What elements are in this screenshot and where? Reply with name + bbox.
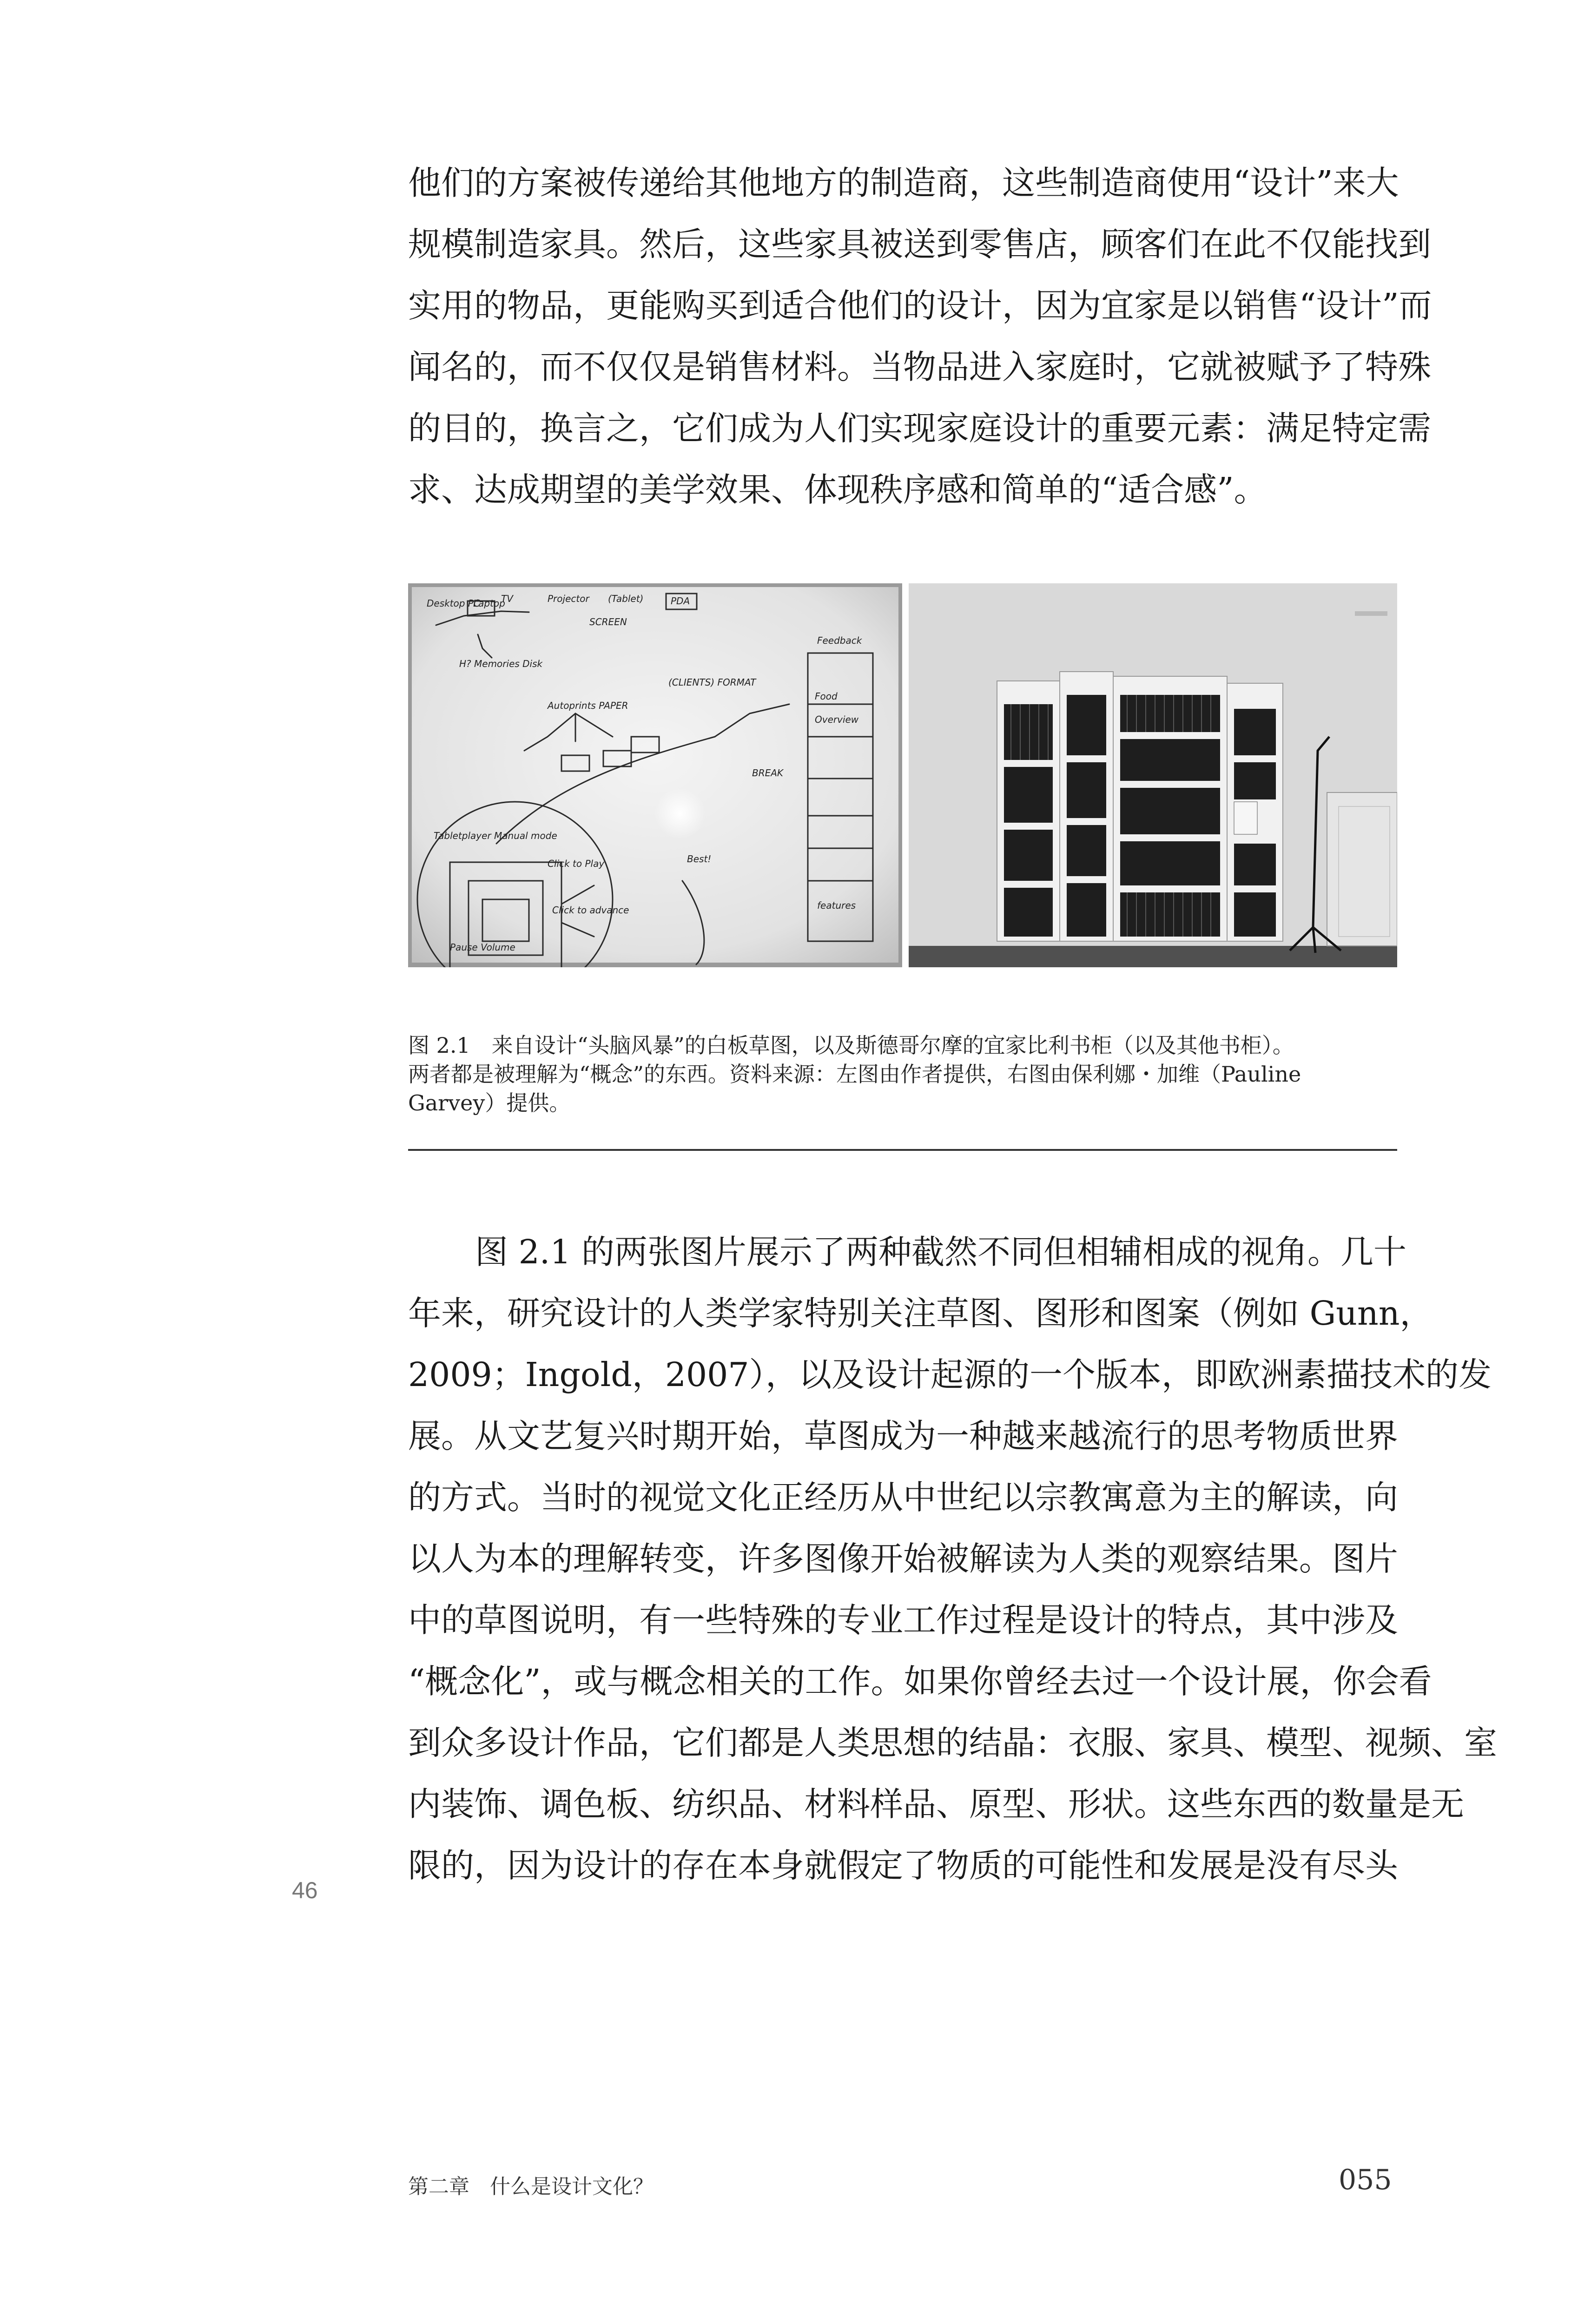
text-line: 到众多设计作品，它们都是人类思想的结晶：衣服、家具、模型、视频、室 [408,1723,1498,1762]
wb-best: Best! [687,853,712,865]
wb-pause: Pause Volume [450,942,515,953]
wb-pda: PDA [671,595,690,607]
figure-2-1 [408,583,1397,967]
wb-food: Food [815,691,838,702]
caption-line: Garvey）提供。 [408,1090,571,1116]
figure-caption [408,1031,1397,1117]
text-line: 年来，研究设计的人类学家特别关注草图、图形和图案（例如 Gunn， [408,1294,1433,1333]
wb-click-advance: Click to advance [552,905,629,916]
wb-hp: H? Memories Disk [459,658,543,669]
text-line: 求、达成期望的美学效果、体现秩序感和简单的“适合感”。 [408,470,1267,509]
text-line: 图 2.1 的两张图片展示了两种截然不同但相辅相成的视角。几十 [475,1233,1407,1271]
wb-overview: Overview [815,714,859,725]
body-paragraph [408,1221,1498,1896]
text-line: 他们的方案被传递给其他地方的制造商，这些制造商使用“设计”来大 [408,164,1399,202]
text-line: 闻名的，而不仅仅是销售材料。当物品进入家庭时，它就被赋予了特殊 [408,348,1432,386]
wb-projector: Projector [548,593,589,604]
text-line: 限的，因为设计的存在本身就假定了物质的可能性和发展是没有尽头 [408,1846,1399,1885]
whiteboard-photo [408,583,902,967]
wb-feedback: Feedback [817,635,862,646]
wb-autoprints: Autoprints PAPER [548,700,628,711]
text-line: 中的草图说明，有一些特殊的专业工作过程是设计的特点，其中涉及 [408,1601,1399,1639]
caption-divider [408,1149,1397,1151]
footer-page-number: 055 [1339,2164,1392,2196]
wb-tablet: (Tablet) [608,593,644,604]
text-line: “概念化”，或与概念相关的工作。如果你曾经去过一个设计展，你会看 [408,1662,1432,1701]
wb-clients: (CLIENTS) FORMAT [668,677,756,688]
text-line: 的目的，换言之，它们成为人们实现家庭设计的重要元素：满足特定需 [408,409,1432,448]
text-line: 以人为本的理解转变，许多图像开始被解读为人类的观察结果。图片 [408,1539,1399,1578]
top-paragraph [408,152,1432,521]
wb-tv: TV [501,593,513,604]
wb-desktop: Desktop PC [427,598,480,609]
wb-click-play: Click to Play [548,858,605,869]
caption-line: 图 2.1 来自设计“头脑风暴”的白板草图，以及斯德哥尔摩的宜家比利书柜（以及其他书柜）。 [408,1033,1294,1058]
text-line: 实用的物品，更能购买到适合他们的设计，因为宜家是以销售“设计”而 [408,286,1432,325]
text-line: 的方式。当时的视觉文化正经历从中世纪以宗教寓意为主的解读，向 [408,1478,1399,1517]
wb-screen: SCREEN [589,616,627,627]
caption-line: 两者都是被理解为“概念”的东西。资料来源：左图由作者提供，右图由保利娜・加维（Pauline [408,1062,1301,1087]
wb-break: BREAK [752,767,784,779]
wb-laptop: Laptop [473,598,505,609]
bookcase-photo [909,583,1397,967]
wb-tabletplayer: Tabletplayer Manual mode [434,830,557,841]
text-line: 内装饰、调色板、纺织品、材料样品、原型、形状。这些东西的数量是无 [408,1785,1465,1823]
original-page-number: 46 [292,1877,318,1903]
footer-chapter-title: 第二章 什么是设计文化？ [408,2175,654,2198]
wb-features: features [817,900,856,911]
text-line: 规模制造家具。然后，这些家具被送到零售店，顾客们在此不仅能找到 [408,225,1432,264]
text-line: 展。从文艺复兴时期开始，草图成为一种越来越流行的思考物质世界 [408,1417,1399,1455]
text-line: 2009；Ingold，2007），以及设计起源的一个版本，即欧洲素描技术的发 [408,1355,1492,1394]
